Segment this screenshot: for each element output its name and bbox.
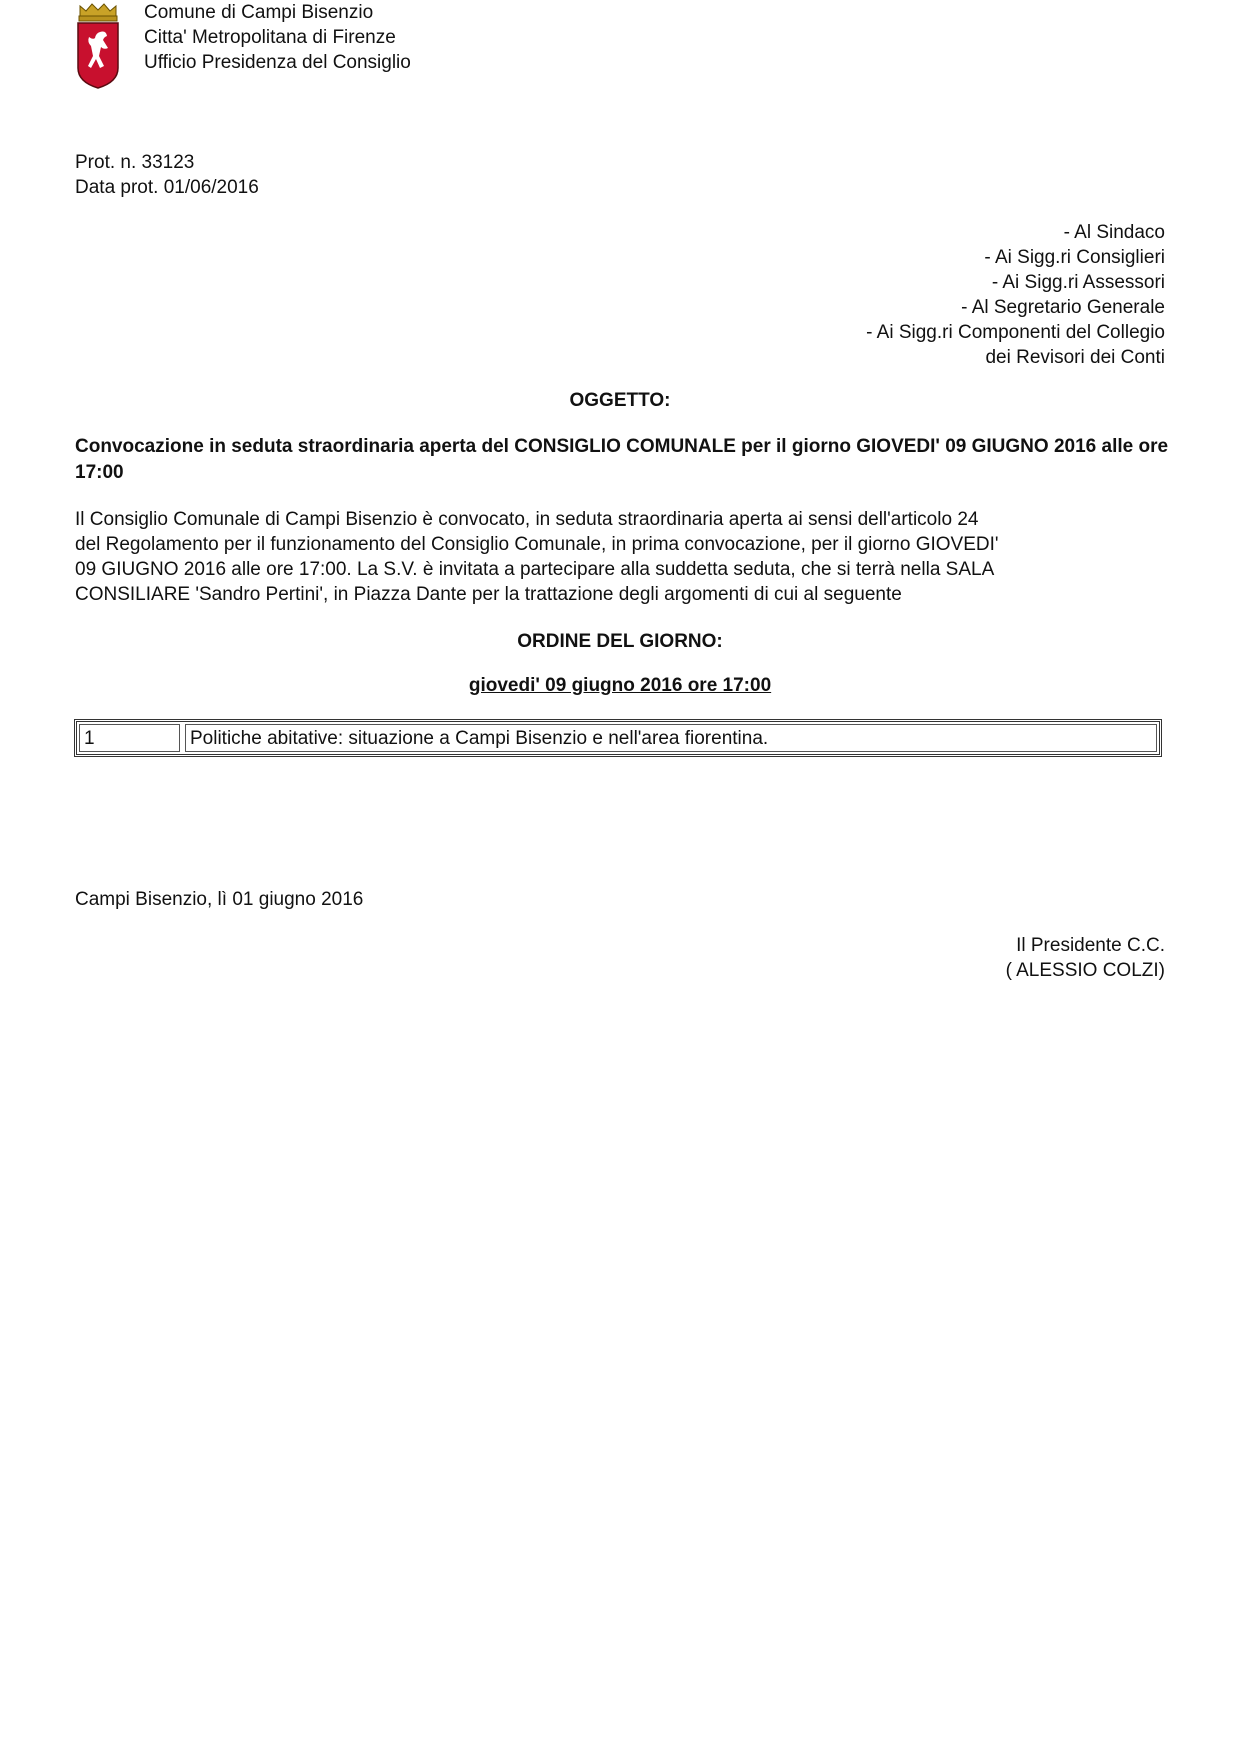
signer-title: Il Presidente C.C.	[1016, 935, 1165, 956]
subject-text: Convocazione in seduta straordinaria aperta del CONSIGLIO COMUNALE per il giorno GIOVEDI' 09 GIUGNO 2016 alle ore 17:00	[75, 436, 1169, 483]
agenda-item-number: 1	[79, 724, 180, 752]
protocol-block	[75, 150, 259, 200]
coat-of-arms-icon	[74, 2, 122, 90]
agenda-table	[74, 719, 1162, 757]
recipient-line: - Ai Sigg.ri Assessori	[991, 272, 1165, 293]
office-name: Ufficio Presidenza del Consiglio	[144, 52, 411, 73]
metro-city-name: Citta' Metropolitana di Firenze	[144, 27, 396, 48]
agenda-item-text: Politiche abitative: situazione a Campi Bisenzio e nell'area fiorentina.	[185, 724, 1157, 752]
protocol-number: Prot. n. 33123	[75, 152, 195, 173]
table-row	[77, 722, 1159, 754]
municipality-name: Comune di Campi Bisenzio	[144, 2, 374, 23]
convocation-body	[75, 507, 1105, 607]
letterhead	[144, 0, 411, 75]
body-line: Il Consiglio Comunale di Campi Bisenzio è convocato, in seduta straordinaria aperta ai sensi dell'articolo 24	[75, 509, 979, 530]
subject-label: OGGETTO:	[569, 390, 671, 411]
recipient-line: dei Revisori dei Conti	[985, 347, 1165, 368]
body-line: 09 GIUGNO 2016 alle ore 17:00. La S.V. è invitata a partecipare alla suddetta seduta, che si terrà nella SALA	[75, 559, 995, 580]
agenda-label: ORDINE DEL GIORNO:	[517, 631, 723, 652]
signature-block	[765, 933, 1165, 983]
body-line: CONSILIARE 'Sandro Pertini', in Piazza Dante per la trattazione degli argomenti di cui al seguente	[75, 584, 902, 605]
body-line: del Regolamento per il funzionamento del Consiglio Comunale, in prima convocazione, per il giorno GIOVEDI'	[75, 534, 999, 555]
recipient-line: - Ai Sigg.ri Consiglieri	[984, 247, 1165, 268]
recipients-list	[605, 220, 1165, 370]
place-and-date: Campi Bisenzio, lì 01 giugno 2016	[75, 889, 364, 910]
recipient-line: - Al Segretario Generale	[961, 297, 1165, 318]
recipient-line: - Al Sindaco	[1063, 222, 1165, 243]
session-date: giovedi' 09 giugno 2016 ore 17:00	[468, 675, 772, 696]
protocol-date: Data prot. 01/06/2016	[75, 177, 259, 198]
signer-name: ( ALESSIO COLZI)	[1005, 960, 1165, 981]
recipient-line: - Ai Sigg.ri Componenti del Collegio	[866, 322, 1165, 343]
